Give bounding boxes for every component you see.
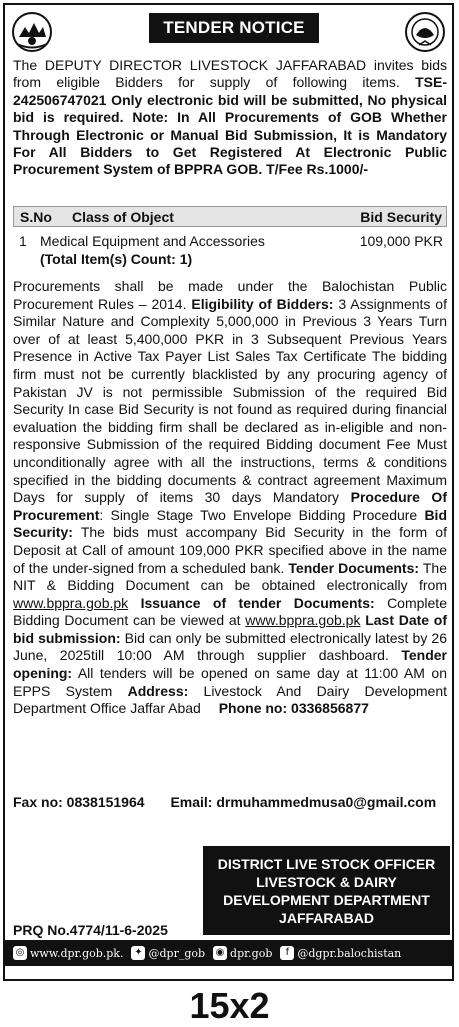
instagram-icon: ◉ <box>213 946 227 960</box>
bid-security-heading: Bid Security: <box>13 506 447 541</box>
facebook-text: @dgpr.balochistan <box>297 946 402 960</box>
fax-label: Fax no: <box>13 794 63 810</box>
globe-icon: ◎ <box>13 946 27 960</box>
total-count: (Total Item(s) Count: 1) <box>40 251 193 267</box>
body-text: Bid can only be submitted electronically latest by 26 June, 2025till 10:00 AM through supplier dashboard. <box>13 629 447 664</box>
twitter-text: @dpr_gob <box>148 946 206 960</box>
officer-line: LIVESTOCK & DAIRY <box>256 873 397 890</box>
header-bid-security: Bid Security <box>360 209 442 225</box>
officer-line: JAFFARABAD <box>279 909 374 926</box>
header-sno: S.No <box>20 209 52 225</box>
fax-value: 0838151964 <box>66 794 145 810</box>
footer-instagram[interactable] <box>213 946 272 960</box>
footer-bar <box>5 940 452 966</box>
body-text: : Single Stage Two Envelope Bidding Procedure <box>99 506 425 523</box>
department-seal-icon <box>404 11 446 53</box>
page-title: TENDER NOTICE <box>149 13 319 43</box>
items-table-header <box>13 206 447 227</box>
row-item: Medical Equipment and Accessories <box>40 233 265 249</box>
intro-text: The DEPUTY DIRECTOR LIVESTOCK JAFFARABAD invites bids from eligible Bidders for supply of following items. <box>13 57 447 91</box>
body-text: All tenders will be opened on same day at 11:00 AM on EPPS System <box>13 665 447 699</box>
intro-paragraph <box>13 57 447 179</box>
tender-body <box>13 278 447 718</box>
body-text: Procurements shall be made under the Balochistan Public Procurement Rules – 2014. <box>13 278 447 312</box>
row-security: 109,000 PKR <box>359 233 443 249</box>
body-text: The NIT & Bidding Document can be obtained electronically from <box>13 559 447 594</box>
body-text: Complete Bidding Document can be viewed at <box>13 594 447 629</box>
tender-documents-heading: Tender Documents: <box>288 559 420 576</box>
twitter-icon: ✦ <box>131 946 145 960</box>
officer-block <box>203 846 450 935</box>
body-text: The bids must accompany Bid Security in the form of Deposit at Call of amount 109,000 PKR specified above in the name of the under-signed from a scheduled bank. <box>13 524 447 576</box>
phone-value: 0336856877 <box>291 700 369 717</box>
eligibility-heading: Eligibility of Bidders: <box>191 295 334 312</box>
intro-bold-text: TSE-242506747021 Only electronic bid will be submitted, No physical bid is required. Note: In All Procurements of GOB Whether Through Electronic or Manual Bid Submission, It is Mandatory For All Bidders to Get Registered At Electronic Public Procurement System of BPPRA GOB. T/Fee Rs.1000/- <box>13 74 447 178</box>
officer-line: DEVELOPMENT DEPARTMENT <box>223 891 430 908</box>
footer-website[interactable] <box>13 946 123 960</box>
issuance-heading: Issuance of tender Documents: <box>128 594 375 611</box>
tender-opening-heading: Tender opening: <box>13 647 447 682</box>
bppra-link[interactable]: www.bppra.gob.pk <box>245 612 361 629</box>
email-label: Email: <box>170 794 213 810</box>
officer-line: DISTRICT LIVE STOCK OFFICER <box>217 855 436 872</box>
ad-size-label: 15x2 <box>189 985 270 1026</box>
facebook-icon: f <box>280 946 294 960</box>
website-text: www.dpr.gob.pk. <box>30 946 124 960</box>
header-class: Class of Object <box>72 209 174 225</box>
row-sno: 1 <box>19 233 27 249</box>
bppra-link[interactable]: www.bppra.gob.pk <box>13 594 129 611</box>
body-text: Livestock And Dairy Development Department Office Jaffar Abad <box>13 682 447 717</box>
phone-label: Phone no: <box>218 700 288 717</box>
balochistan-emblem-icon <box>11 11 53 53</box>
tender-notice <box>3 3 454 981</box>
last-date-heading: Last Date of bid submission: <box>13 612 447 646</box>
body-text: 3 Assignments of Similar Nature and Complexity 5,000,000 in Previous 3 Years Turn over of at least 5,400,000 PKR in 3 Subsequent Previous Years Presence in Active Tax Payer List Sales Tax Certificate The bidding firm must not be currently blacklisted by any procuring agency of Pakistan JV is not permissible Submission of the required Bid Security In case Bid Security is not found as required during financial evaluation the bidding firm shall be declared as in-eligible and non-responsive Submission of the required Bidding document Fee Must unconditionally agree with all the instructions, terms & conditions specified in the bidding documents & contract agreement Maximum Days for supply of items 30 days Mandatory <box>13 295 447 506</box>
instagram-text: dpr.gob <box>230 946 273 960</box>
email-value[interactable]: drmuhammedmusa0@gmail.com <box>216 794 437 810</box>
address-heading: Address: <box>127 682 189 699</box>
footer-facebook[interactable] <box>280 946 401 960</box>
procedure-heading: Procedure Of Procurement <box>13 489 447 523</box>
prq-number: PRQ No.4774/11-6-2025 <box>13 922 168 938</box>
contact-line <box>13 794 436 810</box>
footer-twitter[interactable] <box>131 946 205 960</box>
